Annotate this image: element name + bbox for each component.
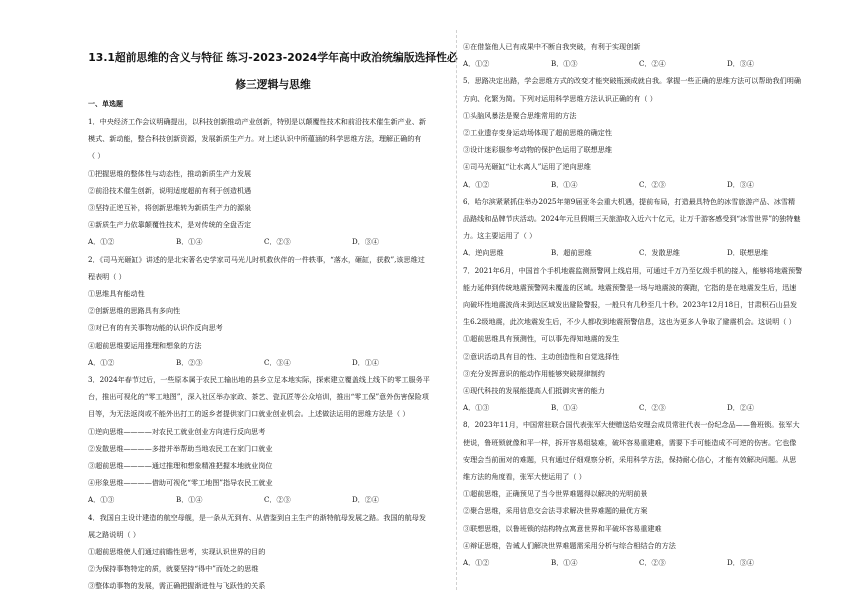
right-text-line: 安理会当前面对的难题，只有通过仔细观察分析，采用科学方法，保持耐心信心，才能有效解决问题。从思 — [463, 454, 797, 464]
answer-option[interactable]: A．①② — [88, 357, 115, 367]
answer-option[interactable]: B．超前思维 — [551, 248, 592, 258]
answer-options — [463, 244, 815, 261]
right-text-line: 品路线和品牌节庆活动。2024年元旦假期三天旅游收入近六十亿元，让万千游客感受到“冰雪世界”的独特魅 — [463, 214, 801, 224]
right-text-line: 8．2023年11月，中国常驻联合国代表张军大使赠送给安理会成员常驻代表一份纪念品——鲁班锁。张军大 — [463, 420, 800, 430]
answer-option[interactable]: B．①④ — [176, 237, 203, 247]
left-text-line: 目等，为无法返岗或不能外出打工的返乡者提供家门口就业创业机会。上述做法运用的思维方法是（ ） — [88, 409, 410, 419]
left-text-line: 1．中央经济工作会议明确提出，以科技创新推动产业创新，特别是以颠覆性技术和前沿技术催生新产业、新 — [88, 117, 426, 126]
right-text-line: ④辩证思维，告诫人们解决世界难题需采用分析与综合相结合的方法 — [463, 540, 676, 550]
answer-options — [463, 554, 815, 571]
left-text-line: ②发散思维————多措并举帮助当地农民工在家门口就业 — [88, 443, 273, 453]
answer-option[interactable]: B．①④ — [551, 179, 578, 189]
answer-options — [463, 55, 815, 72]
left-column-body — [88, 113, 440, 595]
right-text-line: ②工业遗存变身运动场体现了超前思维的确定性 — [463, 128, 612, 138]
answer-option[interactable]: D．③④ — [727, 59, 754, 69]
left-text-line: ④新质生产力依靠颠覆性技术，是对传统的全盘否定 — [88, 220, 252, 230]
answer-option[interactable]: C．②③ — [639, 403, 666, 413]
right-text-line: ④司马光砸缸“让水离人”运用了逆向思维 — [463, 162, 591, 172]
left-text-line: ①把握思维的整体性与动态性，推动新质生产力发展 — [88, 168, 252, 178]
left-text-line: 3．2024年春节过后，一些原本属于农民工输出地的县乡立足本地实际，探索建立覆盖线上线下的零工服务平 — [88, 375, 430, 385]
answer-option[interactable]: C．发散思维 — [639, 248, 680, 258]
left-text-line: ③整体动事物的发展，需正确把握渐进性与飞跃性的关系 — [88, 581, 266, 591]
right-text-line: 力。这主要运用了（ ） — [463, 231, 537, 241]
left-text-line: 程表明（ ） — [88, 271, 126, 281]
right-text-line: 生6.2级地震，此次地震发生后，不少人都收到地震预警信息，这也为更多人争取了避震机会。这说明（ ） — [463, 317, 796, 327]
answer-option[interactable]: D．②④ — [727, 403, 754, 413]
answer-option[interactable]: A．①② — [463, 558, 490, 568]
left-text-line: 模式、新动能，整合科技创新资源，发展新质生产力。对上述认识中所蕴涵的科学思维方法，理解正确的有 — [88, 134, 422, 144]
answer-option[interactable]: D．③④ — [727, 179, 754, 189]
right-column — [463, 38, 815, 571]
answer-option[interactable]: A．①③ — [88, 495, 115, 505]
left-text-line: ③对已有的有关事物功能的认识作反向思考 — [88, 323, 223, 333]
left-text-line: ②创新思维的思路具有多向性 — [88, 306, 181, 316]
left-text-line: ①思维具有能动性 — [88, 289, 145, 299]
right-text-line: 向破坏性地震波尚未到达区域发出避险警报，一般只有几秒至几十秒。2023年12月18日，甘肃积石山县发 — [463, 300, 798, 310]
left-column — [88, 96, 440, 595]
answer-option[interactable]: B．①④ — [551, 558, 578, 568]
left-text-line: 2．《司马光砸缸》讲述的是北宋著名史学家司马光儿时机救伙伴的一件轶事，“落水，砸缸，获救”,该思维过 — [88, 254, 425, 264]
left-text-line: ②前沿技术催生创新，说明适度超前有利于创造机遇 — [88, 185, 252, 195]
right-text-line: ④现代科技的发展能提高人们抵御灾害的能力 — [463, 386, 605, 396]
answer-options — [463, 399, 815, 416]
right-text-line: ③设计迷彩服参考动物的保护色运用了联想思维 — [463, 145, 612, 155]
left-text-line: （ ） — [88, 151, 105, 161]
left-text-line: ④形象思维————借助可视化“零工地图”指导农民工就业 — [88, 478, 273, 488]
left-text-line: 展之路说明（ ） — [88, 529, 140, 539]
answer-option[interactable]: B．①③ — [551, 59, 578, 69]
answer-option[interactable]: C．②③ — [639, 558, 666, 568]
answer-option[interactable]: B．①④ — [176, 495, 203, 505]
column-divider — [456, 30, 457, 590]
right-text-line: ①超前思维具有预测性，可以事先得知地震的发生 — [463, 334, 620, 344]
answer-options — [88, 354, 440, 371]
answer-option[interactable]: D．联想思维 — [727, 248, 769, 258]
title-line-1: 13.1超前思维的含义与特征 练习-2023-2024学年高中政治统编版选择性必 — [88, 51, 458, 64]
left-text-line: 4．我国自主设计建造的航空母舰，是一条从无到有、从借鉴到自主生产的渐特航母发展之路。我国的航母发 — [88, 512, 426, 522]
answer-option[interactable]: D．①④ — [352, 357, 379, 367]
right-text-line: 方向、化繁为简。下列对运用科学思维方法认识正确的有（ ） — [463, 93, 657, 103]
answer-option[interactable]: C．②③ — [264, 237, 291, 247]
right-text-line: 7．2021年6月，中国首个手机地震监测预警网上线启用，可通过千万乃至亿级手机的接入，能够将地震预警 — [463, 265, 803, 275]
document-title — [88, 44, 458, 98]
right-column-body — [463, 38, 815, 571]
answer-option[interactable]: C．③④ — [264, 357, 291, 367]
answer-option[interactable]: D．②④ — [352, 495, 379, 505]
answer-options — [88, 491, 440, 508]
answer-option[interactable]: A．①② — [88, 237, 115, 247]
answer-option[interactable]: C．②③ — [264, 495, 291, 505]
title-line-2: 修三逻辑与思维 — [235, 78, 311, 91]
right-text-line: ①超前思维，正确预见了当今世界难题得以解决的光明前景 — [463, 489, 648, 499]
answer-option[interactable]: D．③④ — [727, 558, 754, 568]
answer-options — [88, 233, 440, 250]
left-text-line: 台，推出可视化的“零工地图”，深入社区举办家政、茶艺、瓷瓦匠等公众培训，推出“零工保”意外伤害保险项 — [88, 392, 429, 402]
right-text-line: 能力延伸到传统地震预警网未覆盖的区域。地震预警是一场与地震波的赛跑，它指的是在地震发生后，迅速 — [463, 282, 797, 292]
section-heading: 一、单选题 — [88, 100, 123, 108]
left-text-line: ①超前思维使人们通过前瞻性思考，实现认识世界的目的 — [88, 547, 266, 557]
left-text-line: ③超前思维————通过推理和想象精准把握本地就业岗位 — [88, 461, 273, 471]
answer-options — [463, 176, 815, 193]
left-text-line: ②为保持事物特定的质，就要坚持“得中”而处之的思维 — [88, 564, 259, 574]
right-text-line: ①头脑风暴法是聚合思维常用的方法 — [463, 110, 577, 120]
answer-option[interactable]: A．①② — [463, 59, 490, 69]
right-text-line: ③充分发挥意识的能动作用能够突破规律制约 — [463, 368, 605, 378]
answer-option[interactable]: D．③④ — [352, 237, 379, 247]
right-text-line: 5．思路决定出路，学会思维方式的改变才能突破瓶颈成就自我。掌握一些正确的思维方法可以帮助我们明确 — [463, 76, 801, 86]
left-text-line: ④超前思维要运用推理和想象的方法 — [88, 340, 202, 350]
right-text-line: 6．哈尔滨紧紧抓住举办2025年第9届亚冬会重大机遇，提前布局，打造最具特色的冰雪旅游产品、冰雪精 — [463, 196, 796, 206]
answer-option[interactable]: A．①② — [463, 179, 490, 189]
right-text-line: ④在借鉴他人已有成果中不断自我突破，有利于实现创新 — [463, 42, 641, 51]
right-text-line: ②意识活动具有目的性、主动创造性和自觉选择性 — [463, 351, 620, 361]
right-text-line: ②聚合思维，采用信息交会法寻求解决世界难题的最优方案 — [463, 506, 648, 516]
answer-option[interactable]: A．逆向思维 — [463, 248, 504, 258]
right-text-line: 维方法的角度看，张军大使运用了（ ） — [463, 472, 586, 482]
answer-option[interactable]: C．②④ — [639, 59, 666, 69]
answer-option[interactable]: B．①④ — [551, 403, 578, 413]
left-text-line: ①逆向思维————对农民工就业创业方向进行反向思考 — [88, 426, 266, 436]
left-text-line: ③坚持正逆互补，将创新思维转为新质生产力的源泉 — [88, 203, 252, 213]
answer-option[interactable]: C．②③ — [639, 179, 666, 189]
answer-option[interactable]: A．①③ — [463, 403, 490, 413]
right-text-line: 使说，鲁班锁就像和平一样，拆开容易组装难，破坏容易重建难，需要下手可能造成不可逆的伤害。它也像 — [463, 437, 797, 447]
right-text-line: ③联想思维，以鲁班锁的结构特点寓意世界和平破坏容易重建难 — [463, 523, 662, 533]
answer-option[interactable]: B．②③ — [176, 357, 203, 367]
